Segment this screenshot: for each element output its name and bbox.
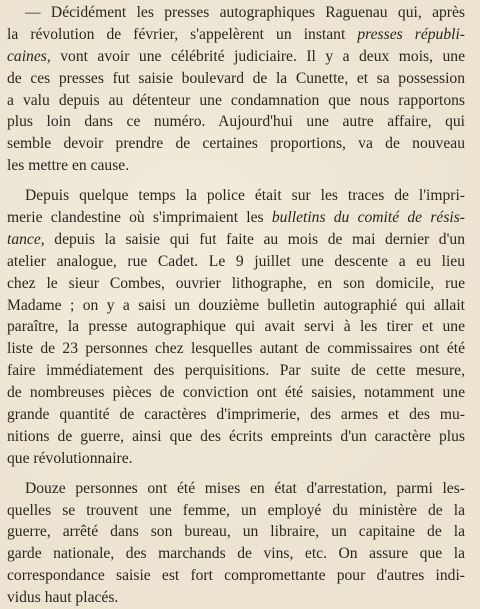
text-line: tance, depuis la saisie qui fut faite au mois de mai dernier d'un <box>7 230 465 248</box>
text-line: caines, vont avoir une célébrité judiciaire. Il y a deux mois, une <box>7 47 465 65</box>
text-line: — Décidément les presses autographiques Raguenau qui, après <box>25 4 465 21</box>
text-line: les mettre en cause. <box>7 157 130 175</box>
text-line: Depuis quelque temps la police était sur les traces de l'impri- <box>25 187 465 205</box>
text-line: Douze personnes ont été mises en état d'arrestation, parmi les- <box>25 479 465 497</box>
paragraph-2 <box>7 185 465 470</box>
text-line: semble devoir prendre de certaines proportions, va de nouveau <box>7 135 465 153</box>
text-line: merie clandestine où s'imprimaient les bulletins du comité de résis- <box>7 209 465 227</box>
text-line: grande quantité de caractères d'imprimerie, des armes et des mu- <box>7 406 465 424</box>
text-line: plus loin dans ce numéro. Aujourd'hui une autre affaire, qui <box>7 113 465 131</box>
text-line: correspondance saisie est fort compromettante pour d'autres indi- <box>7 567 465 585</box>
text-line: paraître, la presse autographique qui avait servi à les tirer et une <box>7 318 465 336</box>
text-line: chez le sieur Combes, ouvrier lithographe, en son domicile, rue <box>7 274 465 292</box>
text-line: de nombreuses pièces de conviction ont été saisies, notamment une <box>7 384 465 402</box>
text-line: atelier analogue, rue Cadet. Le 9 juillet une descente a eu lieu <box>7 252 465 270</box>
paragraph-3 <box>7 478 465 609</box>
text-line: nitions de guerre, ainsi que des écrits empreints d'un caractère plus <box>7 427 465 445</box>
article-text <box>7 2 465 609</box>
text-line: liste de 23 personnes chez lesquelles autant de commissaires ont été <box>7 340 465 358</box>
text-line: guerre, arrêté dans son bureau, un libraire, un capitaine de la <box>7 523 465 541</box>
paragraph-1 <box>7 2 465 177</box>
text-line: quelles se trouvent une femme, un employé du ministère de la <box>7 501 465 519</box>
text-line: faire immédiatement des perquisitions. Par suite de cette mesure, <box>7 362 465 380</box>
text-line: vidus haut placés. <box>7 589 119 607</box>
text-line: la révolution de février, s'appelèrent un instant presses républi- <box>7 25 465 43</box>
text-line: garde nationale, des marchands de vins, etc. On assure que la <box>7 545 465 563</box>
text-line: Madame ; on y a saisi un douzième bulletin autographié qui allait <box>7 296 465 314</box>
text-line: que révolutionnaire. <box>7 449 133 467</box>
text-line: de ces presses fut saisie boulevard de la Cunette, et sa possession <box>7 69 465 87</box>
text-line: a valu depuis au détenteur une condamnation que nous rapportons <box>7 91 465 109</box>
